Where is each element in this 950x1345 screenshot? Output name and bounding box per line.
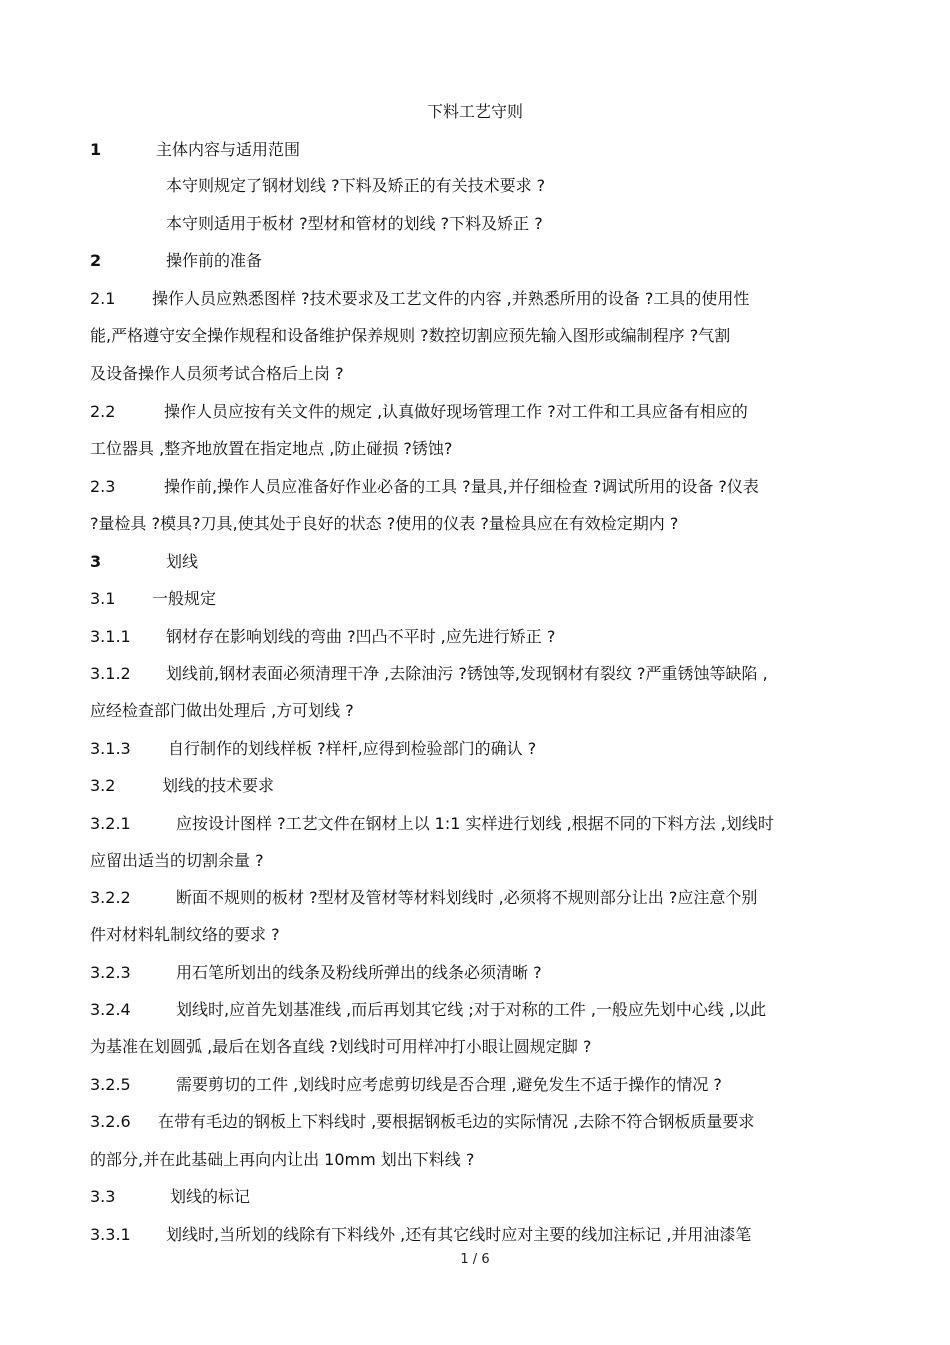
- line-text: 应经检查部门做出处理后 ,方可划线 ?: [90, 701, 354, 720]
- line-text: 能,严格遵守安全操作规程和设备维护保养规则 ?数控切割应预先输入图形或编制程序 ?气割: [90, 326, 731, 345]
- text-line: [90, 326, 870, 346]
- line-text: 在带有毛边的钢板上下料线时 ,要根据钢板毛边的实际情况 ,去除不符合钢板质量要求: [158, 1112, 755, 1131]
- document-title: 下料工艺守则: [426, 102, 523, 121]
- text-line: [90, 289, 870, 309]
- line-text: 划线: [166, 552, 199, 571]
- line-text: 应按设计图样 ?工艺文件在钢材上以 1:1 实样进行划线 ,根据不同的下料方法 ,划线时: [176, 814, 774, 833]
- text-line: [90, 140, 870, 160]
- text-line: [90, 1037, 870, 1057]
- line-text: 一般规定: [152, 589, 217, 608]
- line-text: 操作前,操作人员应准备好作业必备的工具 ?量具,并仔细检查 ?调试所用的设备 ?仪表: [164, 477, 759, 496]
- section-number: 2: [90, 251, 102, 270]
- text-line: [90, 627, 870, 647]
- page-number: 1 / 6: [460, 1252, 490, 1267]
- section-number: 3.1.3: [90, 739, 131, 758]
- text-line: [90, 776, 870, 796]
- text-line: [90, 1187, 870, 1207]
- line-text: 为基准在划圆弧 ,最后在划各直线 ?划线时可用样冲打小眼让圆规定脚 ?: [90, 1037, 592, 1056]
- line-text: 件对材料轧制纹络的要求 ?: [90, 925, 280, 944]
- text-line: [90, 1225, 870, 1245]
- line-text: 划线的技术要求: [162, 776, 275, 795]
- section-number: 3.2: [90, 776, 116, 795]
- line-text: 划线前,钢材表面必须清理干净 ,去除油污 ?锈蚀等,发现钢材有裂纹 ?严重锈蚀等缺陷 ,: [166, 664, 768, 683]
- section-number: 3.1.2: [90, 664, 131, 683]
- section-number: 3.2.4: [90, 1000, 131, 1019]
- line-text: 断面不规则的板材 ?型材及管材等材料划线时 ,必须将不规则部分让出 ?应注意个别: [176, 888, 758, 907]
- section-number: 2.3: [90, 477, 116, 496]
- text-line: [90, 1150, 870, 1170]
- text-line: [90, 251, 870, 271]
- section-number: 3.3.1: [90, 1225, 131, 1244]
- line-text: 划线的标记: [170, 1187, 251, 1206]
- line-text: 应留出适当的切割余量 ?: [90, 851, 264, 870]
- text-line: [90, 1075, 870, 1095]
- line-text: 及设备操作人员须考试合格后上岗 ?: [90, 364, 344, 383]
- text-line: [90, 439, 870, 459]
- section-number: 2.2: [90, 402, 116, 421]
- line-text: 需要剪切的工件 ,划线时应考虑剪切线是否合理 ,避免发生不适于操作的情况 ?: [176, 1075, 722, 1094]
- section-number: 3.2.1: [90, 814, 131, 833]
- line-text: 本守则适用于板材 ?型材和管材的划线 ?下料及矫正 ?: [166, 214, 543, 233]
- line-text: 操作人员应熟悉图样 ?技术要求及工艺文件的内容 ,并熟悉所用的设备 ?工具的使用性: [152, 289, 750, 308]
- text-line: [90, 739, 870, 759]
- section-number: 2.1: [90, 289, 116, 308]
- text-line: [90, 814, 870, 834]
- section-number: 3.1.1: [90, 627, 131, 646]
- line-text: 划线时,应首先划基准线 ,而后再划其它线 ;对于对称的工件 ,一般应先划中心线 ,以此: [176, 1000, 767, 1019]
- text-line: [90, 402, 870, 422]
- text-line: [166, 214, 870, 234]
- text-line: [90, 701, 870, 721]
- line-text: 主体内容与适用范围: [156, 140, 301, 159]
- line-text: 划线时,当所划的线除有下料线外 ,还有其它线时应对主要的线加注标记 ,并用油漆笔: [166, 1225, 752, 1244]
- text-line: [90, 364, 870, 384]
- line-text: 用石笔所划出的线条及粉线所弹出的线条必须清晰 ?: [176, 963, 542, 982]
- line-text: 操作前的准备: [166, 251, 263, 270]
- text-line: [90, 888, 870, 908]
- text-line: [90, 925, 870, 945]
- text-line: [90, 1000, 870, 1020]
- line-text: 本守则规定了钢材划线 ?下料及矫正的有关技术要求 ?: [166, 176, 546, 195]
- section-number: 1: [90, 140, 102, 159]
- text-line: [90, 514, 870, 534]
- section-number: 3.2.3: [90, 963, 131, 982]
- text-line: [90, 851, 870, 871]
- text-line: [90, 477, 870, 497]
- section-number: 3.2.6: [90, 1112, 131, 1131]
- section-number: 3.3: [90, 1187, 116, 1206]
- section-number: 3.2.2: [90, 888, 131, 907]
- line-text: 钢材存在影响划线的弯曲 ?凹凸不平时 ,应先进行矫正 ?: [166, 627, 556, 646]
- line-text: ?量检具 ?模具?刀具,使其处于良好的状态 ?使用的仪表 ?量检具应在有效检定期内 ?: [90, 514, 679, 533]
- line-text: 工位器具 ,整齐地放置在指定地点 ,防止碰损 ?锈蚀?: [90, 439, 453, 458]
- text-line: [90, 664, 870, 684]
- text-line: [90, 589, 870, 609]
- line-text: 的部分,并在此基础上再向内让出 10mm 划出下料线 ?: [90, 1150, 475, 1169]
- section-number: 3.1: [90, 589, 116, 608]
- text-line: [90, 1112, 870, 1132]
- section-number: 3.2.5: [90, 1075, 131, 1094]
- text-line: [166, 176, 870, 196]
- text-line: [90, 552, 870, 572]
- line-text: 自行制作的划线样板 ?样杆,应得到检验部门的确认 ?: [168, 739, 537, 758]
- section-number: 3: [90, 552, 102, 571]
- text-line: [90, 963, 870, 983]
- line-text: 操作人员应按有关文件的规定 ,认真做好现场管理工作 ?对工件和工具应备有相应的: [164, 402, 748, 421]
